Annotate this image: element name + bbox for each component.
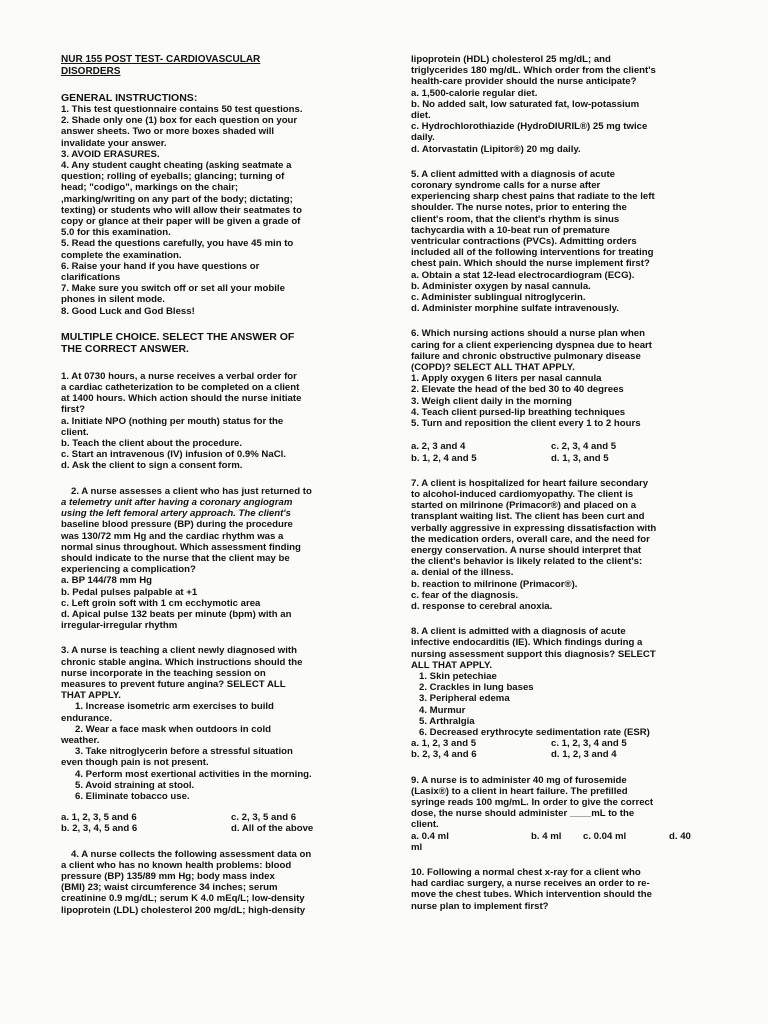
list-item: 4. Teach client pursed-lip breathing techniques [411, 406, 626, 418]
general-instructions [61, 92, 361, 317]
question-stem: 8. A client is admitted with a diagnosis of acute [411, 626, 626, 638]
instruction-line: 2. Shade only one (1) box for each question on your [61, 115, 298, 127]
answer-option[interactable]: c. Start an intravenous (IV) infusion of 0.9% NaCl. [61, 449, 286, 461]
question-10 [411, 867, 721, 912]
question-stem: ventricular contractions (PVCs). Admitting orders [411, 236, 637, 248]
answer-option[interactable]: b. 4 ml [531, 830, 562, 842]
question-3 [61, 645, 361, 834]
answer-option[interactable]: d. response to cerebral anoxia. [411, 600, 553, 612]
instruction-line: 5.0 for this examination. [61, 227, 171, 239]
choice-row [61, 812, 361, 823]
instruction-line: head; "codigo", markings on the chair; [61, 182, 239, 194]
question-stem: client. [411, 819, 439, 831]
answer-option[interactable]: a. 2, 3 and 4 [411, 441, 466, 453]
question-stem: included all of the following interventions for treating [411, 247, 654, 259]
list-item: endurance. [61, 712, 113, 724]
answer-option: daily. [411, 132, 435, 144]
list-item: 1. Apply oxygen 6 liters per nasal cannula [411, 373, 602, 385]
answer-option[interactable]: a. Obtain a stat 12-lead electrocardiogram (ECG). [411, 269, 635, 281]
question-stem: caring for a client experiencing dyspnea due to heart [411, 339, 652, 351]
question-stem: lipoprotein (LDL) cholesterol 200 mg/dL; high-density [61, 904, 306, 916]
choice-row [61, 823, 361, 834]
answer-option[interactable]: d. Apical pulse 132 beats per minute (bpm) with an [61, 608, 292, 620]
instruction-line: complete the examination. [61, 249, 182, 261]
list-item: 6. Decreased erythrocyte sedimentation rate (ESR) [419, 726, 650, 738]
question-stem: experiencing a complication? [61, 564, 196, 576]
choice-row [411, 738, 721, 749]
question-stem: shoulder. The nurse notes, prior to entering the [411, 202, 627, 214]
list-item: 6. Eliminate tobacco use. [75, 790, 190, 802]
answer-option[interactable]: b. reaction to milrinone (Primacor®). [411, 578, 578, 590]
instruction-line: ,marking/writing on any part of the body; dictating; [61, 193, 293, 205]
answer-option: irregular-irregular rhythm [61, 620, 178, 632]
list-item: 5. Turn and reposition the client every 1 to 2 hours [411, 418, 641, 430]
answer-option: diet. [411, 110, 431, 122]
question-stem: (COPD)? SELECT ALL THAT APPLY. [411, 362, 575, 374]
question-stem: (BMI) 23; waist circumference 34 inches; serum [61, 882, 278, 894]
question-stem: 7. A client is hospitalized for heart failure secondary [411, 477, 649, 489]
answer-option[interactable]: a. 1,500-calorie regular diet. [411, 87, 538, 99]
instruction-line: texting) or students who will allow their seatmates to [61, 204, 302, 216]
question-stem: (Lasix®) to a client in heart failure. The prefilled [411, 785, 628, 797]
question-stem: to alcohol-induced cardiomyopathy. The client is [411, 488, 634, 500]
list-item: weather. [61, 734, 100, 746]
question-stem: ALL THAT APPLY. [411, 659, 493, 671]
question-stem: experiencing sharp chest pains that radiate to the left [411, 191, 655, 203]
answer-option[interactable]: d. All of the above [231, 823, 314, 835]
answer-option[interactable]: a. BP 144/78 mm Hg [61, 575, 153, 587]
answer-option[interactable]: b. Teach the client about the procedure. [61, 438, 243, 450]
question-stem: 4. A nurse collects the following assessment data on [71, 848, 312, 860]
answer-option[interactable]: b. Administer oxygen by nasal cannula. [411, 280, 591, 292]
instruction-line: 3. AVOID ERASURES. [61, 148, 160, 160]
question-stem: a client who has no known health problems: blood [61, 859, 292, 871]
instruction-line: 1. This test questionnaire contains 50 test questions. [61, 104, 303, 115]
answer-unit: ml [411, 841, 423, 853]
question-stem: chronic stable angina. Which instructions should the [61, 656, 303, 668]
answer-option[interactable]: c. Hydrochlorothiazide (HydroDIURIL®) 25 mg twice [411, 121, 648, 133]
answer-option[interactable]: c. Left groin soft with 1 cm ecchymotic area [61, 597, 261, 609]
answer-option[interactable]: b. Pedal pulses palpable at +1 [61, 586, 198, 598]
question-stem: had cardiac surgery, a nurse receives an order to re- [411, 878, 650, 890]
answer-option[interactable]: c. 1, 2, 3, 4 and 5 [551, 738, 627, 750]
question-4 [61, 849, 361, 916]
question-stem: first? [61, 404, 85, 416]
list-item: 5. Arthralgia [419, 715, 475, 727]
question-stem: dose, the nurse should administer ____mL to the [411, 808, 635, 820]
answer-option[interactable]: d. 1, 3, and 5 [551, 452, 609, 464]
general-instructions-heading: GENERAL INSTRUCTIONS: [61, 92, 198, 104]
instruction-line: 8. Good Luck and God Bless! [61, 305, 195, 317]
answer-option[interactable]: a. denial of the illness. [411, 567, 514, 579]
question-stem: THAT APPLY. [61, 690, 121, 702]
instruction-line: copy or glance at their paper will be given a grade of [61, 216, 301, 228]
list-item: 2. Crackles in lung bases [419, 682, 534, 694]
question-stem: health-care provider should the nurse anticipate? [411, 76, 637, 88]
question-8 [411, 626, 721, 760]
question-stem: 1. At 0730 hours, a nurse receives a verbal order for [61, 370, 297, 382]
list-item: 3. Take nitroglycerin before a stressful situation [75, 746, 293, 758]
question-stem: the medication orders, overall care, and the need for [411, 533, 650, 545]
answer-option[interactable]: b. 1, 2, 4 and 5 [411, 452, 477, 464]
question-stem: 10. Following a normal chest x-ray for a client who [411, 867, 641, 878]
choice-row [411, 453, 721, 464]
question-stem: nurse incorporate in the teaching session on [61, 667, 266, 679]
question-stem: syringe reads 100 mg/mL. In order to give the correct [411, 796, 654, 808]
left-column [61, 54, 361, 916]
mc-heading-line-1: MULTIPLE CHOICE. SELECT THE ANSWER OF [61, 330, 295, 343]
question-1 [61, 371, 361, 472]
question-stem: coronary syndrome calls for a nurse after [411, 180, 601, 192]
answer-option[interactable]: a. Initiate NPO (nothing per mouth) status for the [61, 415, 284, 427]
instruction-line: 7. Make sure you switch off or set all your mobile [61, 283, 285, 295]
list-item: 3. Peripheral edema [419, 693, 510, 705]
question-stem: creatinine 0.9 mg/dL; serum K 4.0 mEq/L; low-density [61, 893, 305, 905]
choice-row [411, 831, 721, 842]
question-stem: baseline blood pressure (BP) during the procedure [61, 519, 293, 531]
document-title-line-2: DISORDERS [61, 65, 121, 77]
question-stem: a cardiac catheterization to be completed on a client [61, 382, 300, 394]
question-stem: 2. A nurse assesses a client who has just returned to [71, 485, 312, 497]
choice-row [411, 441, 721, 452]
choice-row [411, 749, 721, 760]
question-stem: chest pain. Which should the nurse implement first? [411, 258, 650, 270]
question-2 [61, 486, 361, 632]
question-stem: normal sinus throughout. Which assessment finding [61, 541, 301, 553]
question-4-continued [411, 54, 721, 155]
question-stem: lipoprotein (HDL) cholesterol 25 mg/dL; and [411, 54, 611, 65]
question-stem: tachycardia with a 10-beat run of premature [411, 224, 610, 236]
answer-option[interactable]: a. 1, 2, 3, 5 and 6 [61, 812, 137, 824]
question-stem: triglycerides 180 mg/dL. Which order from the client's [411, 65, 656, 77]
answer-option[interactable]: c. Administer sublingual nitroglycerin. [411, 292, 586, 304]
answer-option[interactable]: d. 1, 2, 3 and 4 [551, 749, 617, 761]
answer-option[interactable]: b. No added salt, low saturated fat, low-potassium [411, 98, 640, 110]
question-stem: should indicate to the nurse that the client may be [61, 552, 290, 564]
instruction-line: phones in silent mode. [61, 294, 165, 306]
question-stem: 9. A nurse is to administer 40 mg of furosemide [411, 774, 627, 786]
instruction-line: clarifications [61, 272, 121, 284]
list-item: 1. Increase isometric arm exercises to build [75, 701, 274, 713]
question-6 [411, 328, 721, 463]
question-5 [411, 169, 721, 315]
question-9 [411, 775, 721, 853]
mc-heading-line-2: THE CORRECT ANSWER. [61, 342, 189, 355]
question-stem: client's room, that the client's rhythm is sinus [411, 213, 620, 225]
answer-option[interactable]: d. Ask the client to sign a consent form. [61, 460, 243, 472]
question-stem: pressure (BP) 135/89 mm Hg; body mass index [61, 870, 275, 882]
question-stem: move the chest tubes. Which intervention should the [411, 889, 652, 901]
instruction-line: 5. Read the questions carefully, you have 45 min to [61, 238, 294, 250]
question-stem: 5. A client admitted with a diagnosis of acute [411, 168, 615, 180]
question-stem: failure and chronic obstructive pulmonary disease [411, 350, 641, 362]
answer-option[interactable]: d. Administer morphine sulfate intravenously. [411, 303, 619, 315]
multiple-choice-heading [61, 331, 361, 355]
question-stem: using the left femoral artery approach. The client's [61, 508, 291, 520]
answer-option[interactable]: c. 0.04 ml [583, 830, 627, 842]
answer-option[interactable]: d. 40 [669, 830, 691, 842]
list-item: 1. Skin petechiae [419, 670, 497, 682]
instruction-line: 6. Raise your hand if you have questions or [61, 260, 260, 272]
question-stem: 3. A nurse is teaching a client newly diagnosed with [61, 645, 297, 657]
question-stem: transplant waiting list. The client has been curt and [411, 511, 645, 523]
list-item: 4. Perform most exertional activities in the morning. [75, 768, 312, 780]
question-stem: verbally aggressive in expressing dissatisfaction with [411, 522, 657, 534]
question-7 [411, 478, 721, 612]
list-item: 3. Weigh client daily in the morning [411, 395, 572, 407]
answer-option[interactable]: a. 0.4 ml [411, 830, 449, 842]
answer-option[interactable]: d. Atorvastatin (Lipitor®) 20 mg daily. [411, 143, 581, 155]
right-column [411, 54, 721, 912]
list-item: 5. Avoid straining at stool. [75, 779, 195, 791]
document-title-line-1: NUR 155 POST TEST- CARDIOVASCULAR [61, 54, 261, 65]
answer-option[interactable]: c. 2, 3, 5 and 6 [231, 812, 297, 824]
list-item: even though pain is not present. [61, 757, 209, 769]
instruction-line: question; rolling of eyeballs; glancing; turning of [61, 171, 285, 183]
list-item: 2. Elevate the head of the bed 30 to 40 degrees [411, 384, 624, 396]
question-stem: infective endocarditis (IE). Which findings during a [411, 637, 643, 649]
question-stem: energy conservation. A nurse should interpret that [411, 544, 642, 556]
question-stem: measures to prevent future angina? SELECT ALL [61, 678, 286, 690]
answer-option[interactable]: c. 2, 3, 4 and 5 [551, 441, 617, 453]
question-stem: a telemetry unit after having a coronary angiogram [61, 496, 293, 508]
question-stem: started on milrinone (Primacor®) and placed on a [411, 500, 637, 512]
answer-option[interactable]: a. 1, 2, 3 and 5 [411, 738, 477, 750]
question-stem: at 1400 hours. Which action should the nurse initiate [61, 393, 302, 405]
answer-option: client. [61, 426, 89, 438]
list-item: 2. Wear a face mask when outdoors in cold [75, 723, 272, 735]
question-stem: nursing assessment support this diagnosis? SELECT [411, 648, 656, 660]
answer-option[interactable]: c. fear of the diagnosis. [411, 589, 519, 601]
answer-option[interactable]: b. 2, 3, 4 and 6 [411, 749, 477, 761]
list-item: 4. Murmur [419, 704, 466, 716]
question-stem: nurse plan to implement first? [411, 900, 549, 912]
instruction-line: invalidate your answer. [61, 137, 167, 149]
question-stem: was 130/72 mm Hg and the cardiac rhythm was a [61, 530, 284, 542]
instruction-line: 4. Any student caught cheating (asking seatmate a [61, 160, 292, 172]
question-stem: the client's behavior is likely related to the client's: [411, 556, 643, 568]
question-stem: 6. Which nursing actions should a nurse plan when [411, 328, 646, 340]
answer-option[interactable]: b. 2, 3, 4, 5 and 6 [61, 823, 138, 835]
instruction-line: answer sheets. Two or more boxes shaded will [61, 126, 275, 138]
